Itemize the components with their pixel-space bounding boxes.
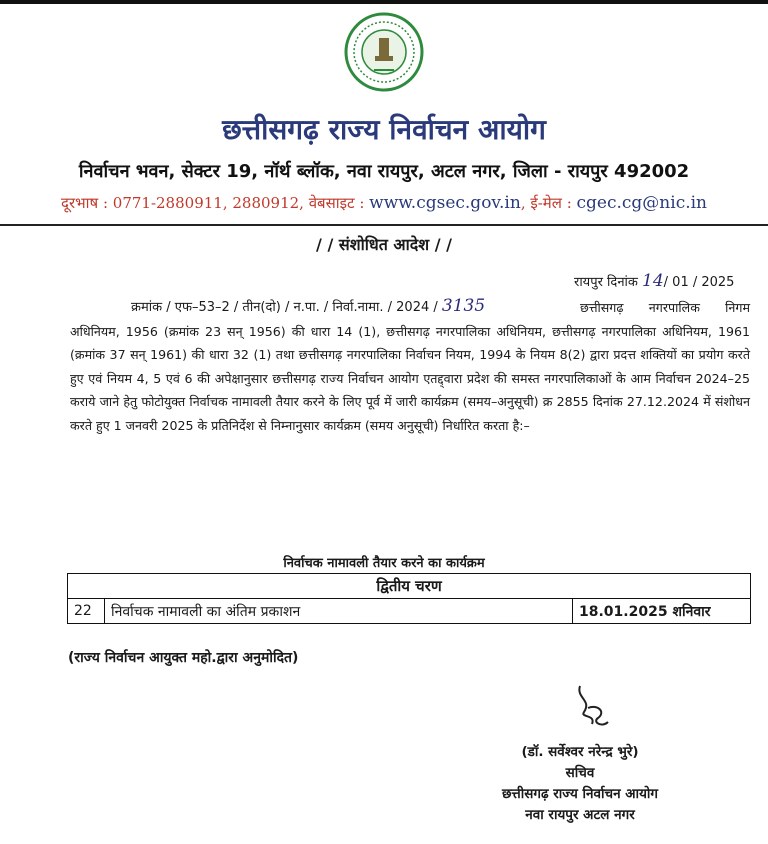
row-number: 22 [68, 599, 105, 624]
signature-icon [562, 678, 622, 738]
organization-address: निर्वाचन भवन, सेक्टर 19, नॉर्थ ब्लॉक, नवा रायपुर, अटल नगर, जिला - रायपुर 492002 [78, 161, 690, 182]
commission-emblem-icon [344, 12, 424, 92]
schedule-stage: द्वितीय चरण [68, 574, 751, 599]
reference-number-handwritten: 3135 [441, 296, 486, 316]
date-rest: / 01 / 2025 [663, 275, 735, 290]
signatory-block [430, 742, 730, 826]
organization-name: छत्तीसगढ़ राज्य निर्वाचन आयोग [222, 113, 546, 146]
signatory-designation: सचिव [565, 765, 595, 781]
email-label: , ई-मेल : [520, 194, 577, 212]
row-date: 18.01.2025 शनिवार [573, 599, 751, 624]
table-row [68, 599, 751, 624]
website-link[interactable]: www.cgsec.gov.in [369, 193, 521, 213]
signatory-organization: छत्तीसगढ़ राज्य निर्वाचन आयोग [501, 786, 659, 802]
row-activity: निर्वाचक नामावली का अंतिम प्रकाशन [105, 599, 573, 624]
order-body: छत्तीसगढ़ नगरपालिक निगम अधिनियम, 1956 (क्रमांक 23 सन् 1956) की धारा 14 (1), छत्तीसगढ़ नगरपालिका अधिनियम, छत्तीसगढ़ नगरपालिका अधिनियम, 1961 (क्रमांक 37 सन् 1961) की धारा 32 (1) तथा छत्तीसगढ़ नगरपालिका निर्वाचन नियम, 1994 के नियम 8(2) द्वारा प्रदत्त शक्तियों का प्रयोग करते हुए एवं नियम 4, 5 एवं 6 की अपेक्षानुसार छत्तीसगढ़ राज्य निर्वाचन आयोग एतद्द्वारा प्रदेश की समस्त नगरपालिकाओं के आम निर्वाचन 2024–25 कराये जाने हेतु फोटोयुक्त निर्वाचक नामावली तैयार करने के लिए पूर्व में जारी कार्यक्रम (समय–अनुसूची) क्र 2855 दिनांक 27.12.2024 में संशोधन करते हुए 1 जनवरी 2025 के प्रतिनिर्देश से निम्नानुसार कार्यक्रम (समय अनुसूची) निर्धारित करता है:– [70, 300, 750, 433]
signatory-name: (डॉ. सर्वेश्वर नरेन्द्र भुरे) [521, 744, 639, 760]
phone-label: दूरभाष : 0771-2880911, 2880912, वेबसाइट : [60, 194, 370, 212]
order-title: / / संशोधित आदेश / / [316, 235, 452, 254]
email-link[interactable]: cgec.cg@nic.in [576, 193, 708, 213]
schedule-title: निर्वाचक नामावली तैयार करने का कार्यक्रम [283, 556, 485, 571]
top-border [0, 0, 768, 4]
approval-note: (राज्य निर्वाचन आयुक्त महो.द्वारा अनुमोदित) [68, 650, 299, 666]
header-divider [0, 224, 768, 226]
contact-line [0, 193, 768, 213]
date-prefix: रायपुर दिनांक [574, 275, 643, 290]
order-date [574, 271, 734, 291]
reference-prefix: क्रमांक / एफ–53–2 / तीन(दो) / न.पा. / निर्वा.नामा. / 2024 / [131, 300, 442, 315]
schedule-table [67, 573, 751, 624]
signatory-place: नवा रायपुर अटल नगर [525, 807, 635, 823]
date-day-handwritten: 14 [642, 271, 664, 291]
